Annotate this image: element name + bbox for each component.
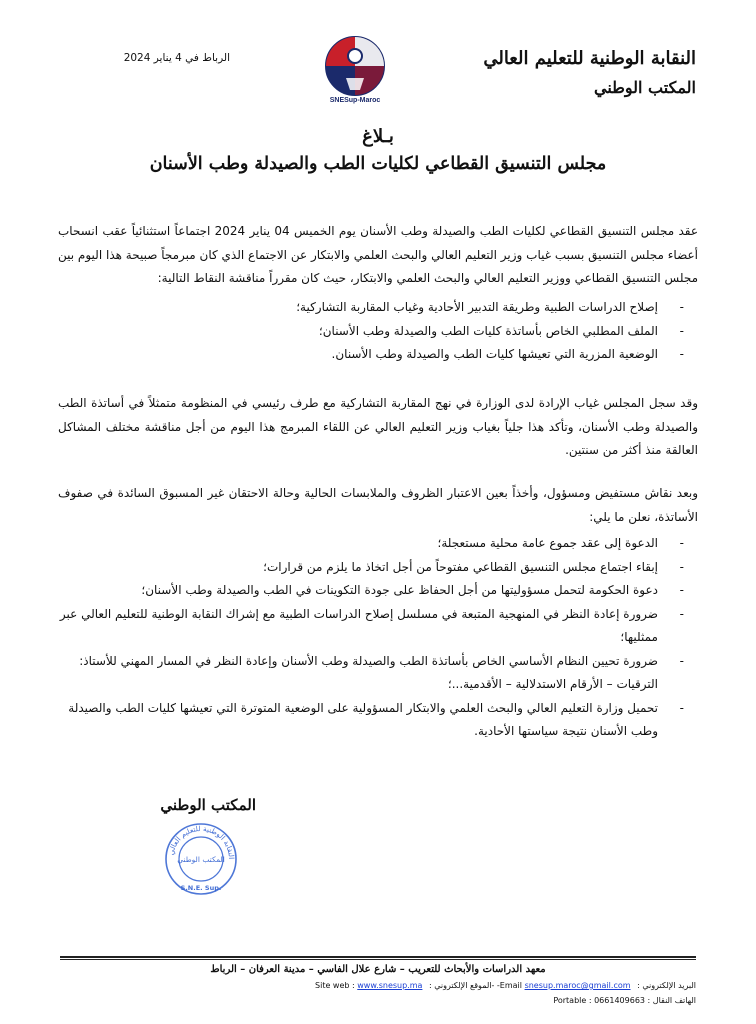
website-label-fr: Site web : (315, 981, 355, 990)
email-label-fr: -Email (496, 981, 523, 990)
list-item (58, 532, 698, 556)
list-item-text: إبقاء اجتماع مجلس التنسيق القطاعي مفتوحاً من أجل اتخاذ ما يلزم من قرارات؛ (263, 559, 658, 574)
email-link[interactable]: snesup.maroc@gmail.com (524, 981, 631, 990)
phone-number: 0661409663 (594, 996, 645, 1005)
list-item-text: تحميل وزارة التعليم العالي والبحث العلمي والابتكار المسؤولية على الوضعية المتوترة التي تعيشها كليات الطب والصيدلة وطب الأسنان نتيجة سياستها الأحادية. (68, 700, 658, 738)
footer-address: معهد الدراسات والأبحاث للتعريب – شارع علال الفاسي – مدينة العرفان – الرباط (210, 964, 546, 975)
observation-paragraph: وقد سجل المجلس غياب الإرادة لدى الوزارة في نهج المقاربة التشاركية مع طرف رئيسي في المنظومة متمثلاً في أساتذة الطب والصيدلة وطب الأسنان، وتأكد هذا جلياً بغياب وزير التعليم العالي عن اللقاء المبرمج هذا اليوم من أجل مناقشة مختلف المشاكل العالقة منذ أكثر من سنتين. (58, 396, 698, 457)
website-link[interactable]: www.snesup.ma (357, 981, 423, 990)
union-logo-icon (318, 34, 392, 98)
phone-label: الهاتف النقال : (647, 996, 696, 1005)
list-item-text: إصلاح الدراسات الطبية وطريقة التدبير الأحادية وغياب المقاربة التشاركية؛ (296, 300, 658, 314)
office-name: المكتب الوطني (594, 78, 696, 97)
office-stamp-icon (164, 822, 238, 896)
footer-divider-thin (60, 959, 696, 960)
list-item-text: الدعوة إلى عقد جموع عامة محلية مستعجلة؛ (437, 536, 658, 550)
list-item (58, 343, 698, 367)
list-item-text: الملف المطلبي الخاص بأساتذة كليات الطب والصيدلة وطب الأسنان؛ (318, 323, 658, 338)
list-item-text: الوضعية المزرية التي تعيشها كليات الطب والصيدلة وطب الأسنان. (331, 347, 658, 361)
logo-caption: SNESup-Maroc (329, 97, 381, 104)
stamp-center-text: المكتب الوطني (177, 855, 225, 864)
bullet-dash: - (679, 606, 684, 621)
bullet-dash: - (679, 300, 684, 314)
organization-name: النقابة الوطنية للتعليم العالي (483, 48, 696, 69)
bullet-dash: - (679, 323, 684, 338)
bullet-dash: - (679, 583, 684, 597)
document-date: الرباط في 4 يناير 2024 (123, 52, 230, 64)
list-item (58, 697, 698, 744)
footer-phone-line (140, 996, 696, 1005)
list-item (58, 320, 698, 344)
phone-label-fr: Portable : (553, 996, 592, 1005)
list-item (58, 296, 698, 320)
agenda-list (58, 296, 698, 367)
list-item-text: دعوة الحكومة لتحمل مسؤوليتها من أجل الحفاظ على جودة التكوينات في الطب والصيدلة وطب الأسنان؛ (141, 583, 658, 597)
intro-paragraph: عقد مجلس التنسيق القطاعي لكليات الطب والصيدلة وطب الأسنان يوم الخميس 04 يناير 2024 اجتماعاً استثنائياً عقب انسحاب أعضاء مجلس التنسيق بسبب غياب وزير التعليم العالي والبحث العلمي والابتكار عن الاجتماع الذي كان مبرمجاً صبيحة هذا اليوم بين مجلس التنسيق القطاعي ووزير التعليم العالي والبحث العلمي والابتكار، حيث كان مقرراً مناقشة النقاط التالية: (58, 224, 698, 285)
decisions-paragraph: وبعد نقاش مستفيض ومسؤول، وأخذاً بعين الاعتبار الظروف والملابسات الحالية وحالة الاحتقان غير المسبوق السائدة في صفوف الأساتذة، نعلن ما يلي: (58, 486, 698, 524)
signature-office: المكتب الوطني (160, 796, 256, 814)
email-label: البريد الإلكتروني : (637, 981, 696, 990)
footer-contact-line (140, 981, 696, 990)
website-label: -الموقع الإلكتروني : (428, 981, 495, 990)
bullet-dash: - (679, 536, 684, 550)
stamp-ring-text: النقابة الوطنية للتعليم العالي (166, 823, 237, 860)
bullet-dash: - (679, 653, 684, 668)
decisions-list (58, 532, 698, 744)
council-title: مجلس التنسيق القطاعي لكليات الطب والصيدلة وطب الأسنان (149, 154, 607, 174)
list-item (58, 603, 698, 650)
footer-divider (60, 956, 696, 958)
bullet-dash: - (679, 559, 684, 574)
list-item (58, 650, 698, 697)
list-item-text: ضرورة إعادة النظر في المنهجية المتبعة في مسلسل إصلاح الدراسات الطبية مع إشراك النقابة الوطنية للتعليم العالي عبر ممثليها؛ (59, 606, 658, 644)
list-item (58, 556, 698, 580)
svg-text:النقابة الوطنية للتعليم العالي (166, 824, 236, 859)
list-item-text: ضرورة تحيين النظام الأساسي الخاص بأساتذة الطب والصيدلة وطب الأسنان وإعادة النظر في المسار المهني للأستاذ: الترقيات – الأرقام الاستدلالية – الأقدمية...؛ (79, 653, 658, 691)
bullet-dash: - (679, 347, 684, 361)
list-item (58, 579, 698, 603)
bullet-dash: - (679, 700, 684, 715)
announcement-title: بـلاغ (362, 126, 394, 147)
stamp-bottom-text: S.N.E. Sup. (180, 884, 222, 892)
